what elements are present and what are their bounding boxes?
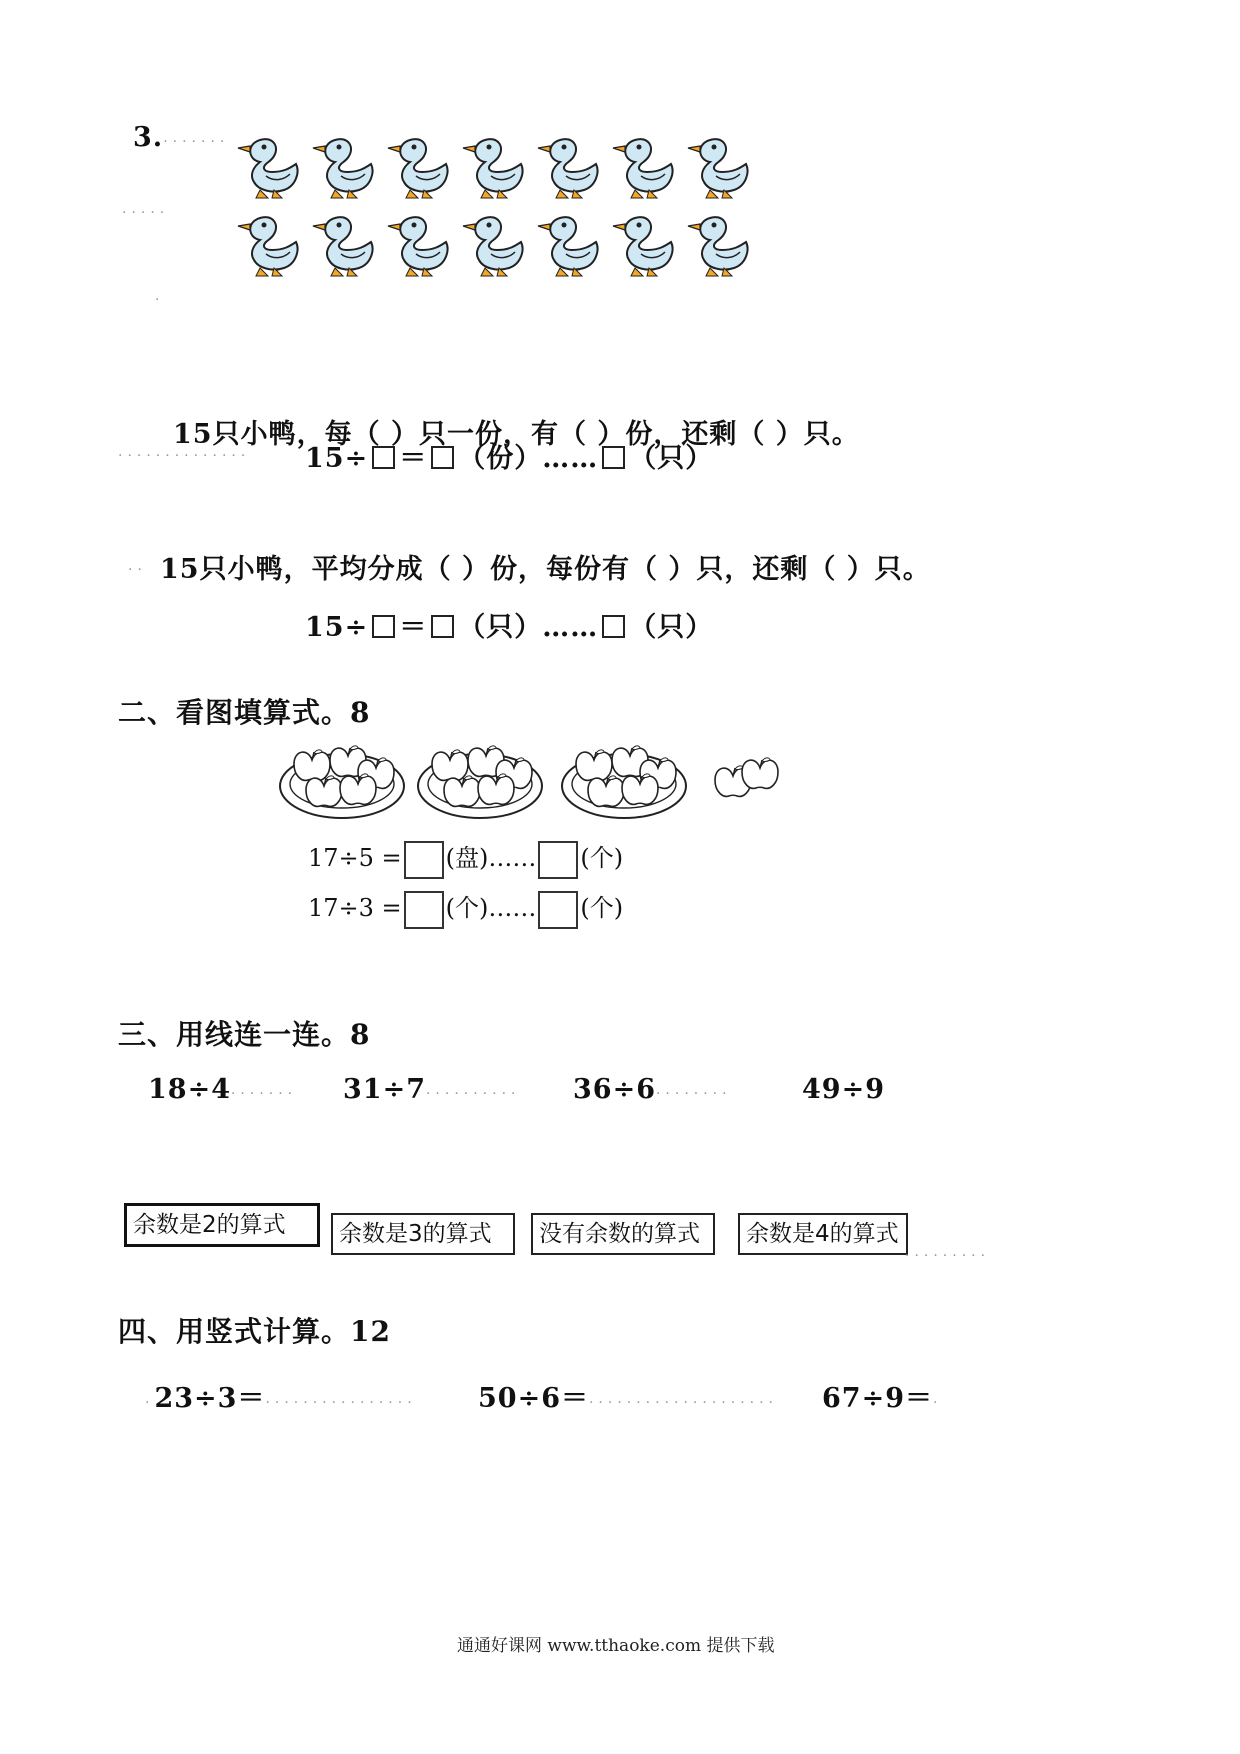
duck-icon <box>238 139 298 198</box>
equation-2: 15÷ ＝ （只）…… （只） <box>305 612 714 643</box>
duck-icon <box>613 139 673 198</box>
expression-2[interactable]: 31÷7·········· <box>343 1074 521 1105</box>
answer-box[interactable] <box>538 891 578 929</box>
apple-icon <box>742 758 778 789</box>
section-heading-3: 三、用线连一连。8 <box>118 1018 371 1051</box>
dot-leader: ····· <box>122 205 170 221</box>
dot-leader: ········· <box>905 1248 991 1264</box>
section-heading-4: 四、用竖式计算。12 <box>118 1315 391 1348</box>
answer-box-remainder-4[interactable]: 余数是4的算式 <box>738 1213 908 1255</box>
duck-icon <box>538 217 598 276</box>
apple-equation-2: 17÷3 = (个)…… (个) <box>308 888 623 929</box>
answer-box[interactable] <box>404 841 444 879</box>
division-problem-1: ·23÷3＝················ <box>145 1383 417 1414</box>
dot-leader: ·············· <box>118 448 251 464</box>
answer-box[interactable] <box>372 615 395 638</box>
duck-icon <box>313 217 373 276</box>
answer-box[interactable] <box>431 446 454 469</box>
ducks-question-2: 15只小鸭，平均分成（ ）份，每份有（ ）只，还剩（ ）只。 <box>160 554 931 585</box>
answer-box-remainder-2[interactable]: 余数是2的算式 <box>124 1203 320 1247</box>
answer-box[interactable] <box>602 615 625 638</box>
duck-icon <box>388 217 448 276</box>
division-problem-3: 67÷9＝· <box>822 1383 943 1414</box>
answer-box[interactable] <box>602 446 625 469</box>
duck-icon <box>463 217 523 276</box>
division-problem-2: 50÷6＝···················· <box>478 1383 778 1414</box>
duck-icon <box>538 139 598 198</box>
answer-box[interactable] <box>431 615 454 638</box>
duck-icon <box>613 217 673 276</box>
expression-3[interactable]: 36÷6········ <box>573 1074 732 1105</box>
duck-icon <box>388 139 448 198</box>
dot-leader: · <box>155 292 165 308</box>
expression-1[interactable]: 18÷4······· <box>148 1074 298 1105</box>
answer-box[interactable] <box>538 841 578 879</box>
plate-of-apples <box>280 746 404 818</box>
duck-icon <box>688 139 748 198</box>
duck-illustration <box>230 128 770 288</box>
page-footer: 通通好课网 www.tthaoke.com 提供下载 <box>457 1636 775 1656</box>
apple-plates-illustration <box>270 728 790 834</box>
apple-equation-1: 17÷5 = (盘)…… (个) <box>308 838 623 879</box>
ducks-question-1: 15只小鸭，每（ ）只一份，有（ ）份，还剩（ ）只。 <box>173 419 860 450</box>
equation-1: 15÷ ＝ （份）…… （只） <box>305 443 714 474</box>
duck-icon <box>313 139 373 198</box>
answer-box-remainder-3[interactable]: 余数是3的算式 <box>331 1213 515 1255</box>
section-heading-2: 二、看图填算式。8 <box>118 696 371 729</box>
dot-leader: ·· <box>128 562 147 578</box>
question-number: 3.······· <box>133 122 230 153</box>
answer-box[interactable] <box>404 891 444 929</box>
duck-icon <box>463 139 523 198</box>
duck-icon <box>688 217 748 276</box>
expression-4[interactable]: 49÷9 <box>802 1074 885 1105</box>
plate-of-apples <box>562 746 686 818</box>
plate-of-apples <box>418 746 542 818</box>
answer-box-no-remainder[interactable]: 没有余数的算式 <box>531 1213 715 1255</box>
duck-icon <box>238 217 298 276</box>
answer-box[interactable] <box>372 446 395 469</box>
